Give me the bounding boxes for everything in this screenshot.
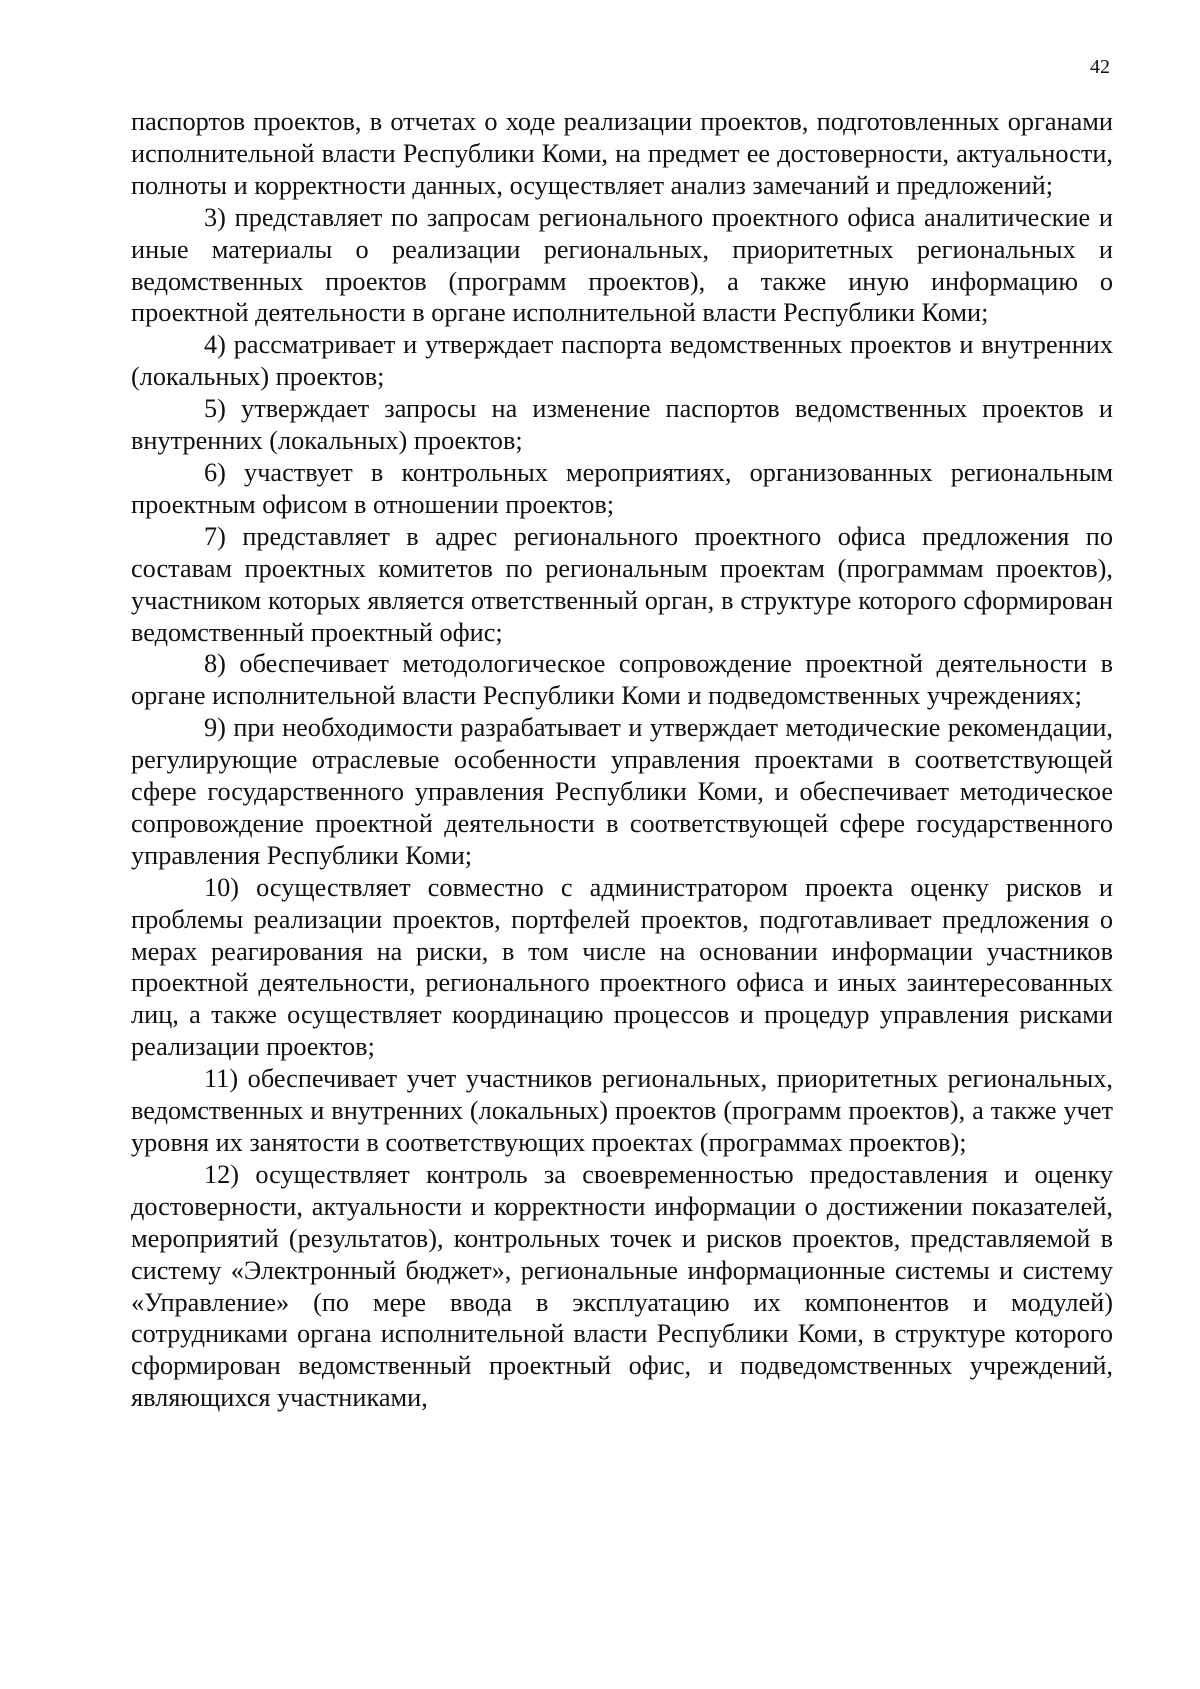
- list-item-5: 5) утверждает запросы на изменение паспортов ведомственных проектов и внутренних (локальных) проектов;: [131, 394, 1113, 456]
- list-item-7: 7) представляет в адрес регионального проектного офиса предложения по составам проектных комитетов по региональным проектам (программам проектов), участником которых является ответственный орган, в структуре которого сформирован ведомственный проектный офис;: [131, 521, 1113, 647]
- list-item-10: 10) осуществляет совместно с администратором проекта оценку рисков и проблемы реализации проектов, портфелей проектов, подготавливает предложения о мерах реагирования на риски, в том числе на основании информации участников проектной деятельности, регионального проектного офиса и иных заинтересованных лиц, а также осуществляет координацию процессов и процедур управления рисками реализации проектов;: [131, 872, 1113, 1062]
- list-item-3: 3) представляет по запросам регионального проектного офиса аналитические и иные материалы о реализации региональных, приоритетных региональных и ведомственных проектов (программ проектов), а также иную информацию о проектной деятельности в органе исполнительной власти Республики Коми;: [131, 202, 1113, 328]
- list-item-11: 11) обеспечивает учет участников региональных, приоритетных региональных, ведомственных и внутренних (локальных) проектов (программ проектов), а также учет уровня их занятости в соответствующих проектах (программах проектов);: [131, 1064, 1113, 1157]
- document-body: [131, 106, 1113, 1414]
- list-item-8: 8) обеспечивает методологическое сопровождение проектной деятельности в органе исполнительной власти Республики Коми и подведомственных учреждениях;: [131, 649, 1113, 711]
- paragraph-continuation: паспортов проектов, в отчетах о ходе реализации проектов, подготовленных органами исполнительной власти Республики Коми, на предмет ее достоверности, актуальности, полноты и корректности данных, осуществляет анализ замечаний и предложений;: [131, 107, 1113, 200]
- list-item-9: 9) при необходимости разрабатывает и утверждает методические рекомендации, регулирующие отраслевые особенности управления проектами в соответствующей сфере государственного управления Республики Коми, и обеспечивает методическое сопровождение проектной деятельности в соответствующей сфере государственного управления Республики Коми;: [131, 713, 1113, 870]
- page-number: 42: [1090, 56, 1110, 78]
- list-item-4: 4) рассматривает и утверждает паспорта ведомственных проектов и внутренних (локальных) проектов;: [131, 330, 1113, 392]
- list-item-6: 6) участвует в контрольных мероприятиях, организованных региональным проектным офисом в отношении проектов;: [131, 457, 1113, 519]
- list-item-12: 12) осуществляет контроль за своевременностью предоставления и оценку достоверности, актуальности и корректности информации о достижении показателей, мероприятий (результатов), контрольных точек и рисков проектов, представляемой в систему «Электронный бюджет», региональные информационные системы и систему «Управление» (по мере ввода в эксплуатацию их компонентов и модулей) сотрудниками органа исполнительной власти Республики Коми, в структуре которого сформирован ведомственный проектный офис, и подведомственных учреждений, являющихся участниками,: [131, 1159, 1113, 1413]
